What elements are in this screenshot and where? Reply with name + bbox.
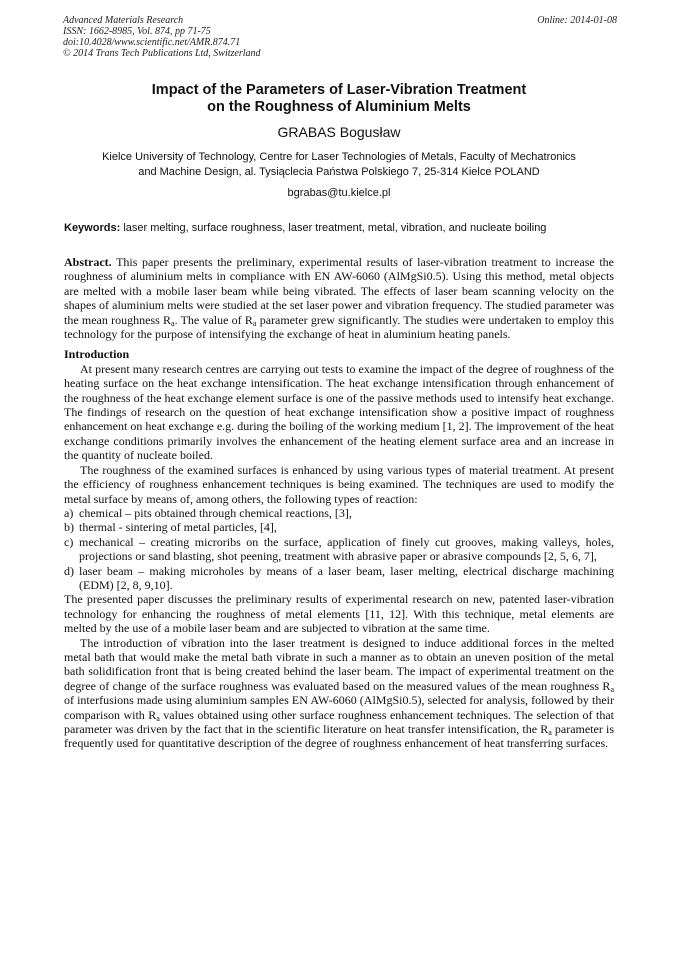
list-item xyxy=(64,564,614,593)
list-item xyxy=(64,535,614,564)
list-item-text: laser beam – making microholes by means of a laser beam, laser melting, electrical discharge machining (EDM) [2, 8, 9,10]. xyxy=(79,563,614,592)
subscript-a: a xyxy=(156,713,160,723)
title-line-1: Impact of the Parameters of Laser-Vibration Treatment xyxy=(151,82,527,98)
subscript-a: a xyxy=(548,728,552,737)
journal-name: Advanced Materials Research xyxy=(63,15,184,26)
para4-text-3: values obtained using other surface roughness enhancement techniques. The selection of that parameter was driven by the fact that in the scientific literature on heat transfer intensification, the R xyxy=(64,707,614,736)
paper-title xyxy=(40,82,638,116)
journal-header xyxy=(63,15,617,59)
subscript-a: a xyxy=(171,318,175,328)
subscript-a: a xyxy=(252,318,257,328)
journal-doi: doi:10.4028/www.scientific.net/AMR.874.71 xyxy=(63,37,241,48)
keywords-label: Keywords: xyxy=(64,222,121,234)
reaction-types-list xyxy=(64,506,614,592)
list-item-label: b) xyxy=(64,520,74,535)
list-item-text: thermal - sintering of metal particles, [4], xyxy=(79,520,277,535)
intro-paragraph-2: The roughness of the examined surfaces is enhanced by using various types of material treatment. At present the efficiency of roughness enhancement techniques is being examined. The techniques are used to modify the metal surface by means of, among others, the following types of reaction: xyxy=(64,462,614,506)
para4-text-1: The introduction of vibration into the laser treatment is designed to induce additional forces in the melted metal bath that would make the metal bath vibrate in such a manner as to obtain an uneven position of the metal bath solidification front that is being created behind the laser beam. The impact of experimental treatment on the degree of change of the surface roughness was evaluated based on the measured values of the mean roughness R xyxy=(64,635,614,693)
keywords-text: laser melting, surface roughness, laser treatment, metal, vibration, and nucleate boiling xyxy=(123,222,547,234)
author-name: GRABAS Bogusław xyxy=(277,124,401,140)
para4-text-4: parameter is frequently used for quantitative description of the degree of roughness enhancement of heat transferring surfaces. xyxy=(64,722,614,751)
para4-text-2: of interfusions made using aluminium samples EN AW-6060 (AlMgSi0.5), selected for analysis, followed by their comparison with R xyxy=(64,693,614,722)
intro-paragraph-1: At present many research centres are carrying out tests to examine the impact of the degree of roughness of the heating surface on the heat exchange intensification. The heat exchange intensification through enhancement of the roughness of the heat exchange element surface is one of the passive methods used to intensify heat exchange. The findings of research on the question of heat exchange intensification show a positive impact of roughness enhancement on heat exchange e.g. during the boiling of the working medium [1, 2]. The improvement of the heat exchange conditions primarily involves the enhancement of the heating element surface area and an increase in the quantity of nucleate boiled. xyxy=(64,361,614,463)
list-item-text: mechanical – creating microribs on the surface, application of finely cut grooves, making valleys, holes, projections or sand blasting, shot peening, treatment with abrasive paper or abrasive compounds [2, 5, 6, 7], xyxy=(79,534,614,564)
online-date: Online: 2014-01-08 xyxy=(537,15,617,26)
abstract-text-1: This paper presents the preliminary, experimental results of laser-vibration treatment to increase the roughness of aluminium melts in compliance with EN AW-6060 (AlMgSi0.5). Using this method, metal objects are melted with a mobile laser beam while being vibrated. The effects of laser beam scanning velocity on the shapes of aluminium melts were studied at the set laser power and vibration frequency. The studied parameter was the mean roughness R xyxy=(64,255,614,327)
paper-body xyxy=(64,255,614,751)
list-item xyxy=(64,506,614,520)
abstract-label: Abstract. xyxy=(64,255,112,269)
abstract-text-2: . The value of R xyxy=(174,312,253,327)
list-item-text: chemical – pits obtained through chemical reactions, [3], xyxy=(79,505,352,520)
list-item-label: d) xyxy=(64,563,74,578)
title-line-2: on the Roughness of Aluminium Melts xyxy=(207,99,471,115)
introduction-heading: Introduction xyxy=(64,347,130,362)
intro-paragraph-3: The presented paper discusses the preliminary results of experimental research on new, patented laser-vibration technology for enhancing the roughness of metal elements [11, 12]. With this technique, metal elements are melted by the use of a mobile laser beam and are subjected to vibration at the same time. xyxy=(64,592,614,636)
journal-issn: ISSN: 1662-8985, Vol. 874, pp 71-75 xyxy=(63,26,211,37)
list-item xyxy=(64,520,614,534)
affiliation-line-2: and Machine Design, al. Tysiąclecia Państwa Polskiego 7, 25-314 Kielce POLAND xyxy=(138,166,540,178)
abstract-text-3: parameter grew significantly. The studies were undertaken to employ this technology for the purpose of intensifying the exchange of heat in aluminium heating panels. xyxy=(64,312,614,342)
list-item-label: a) xyxy=(64,505,74,520)
keywords xyxy=(64,222,614,236)
list-item-label: c) xyxy=(64,534,74,549)
affiliation xyxy=(52,150,626,180)
journal-copyright: © 2014 Trans Tech Publications Ltd, Switzerland xyxy=(63,48,261,59)
intro-paragraph-4 xyxy=(64,636,614,751)
subscript-a: a xyxy=(610,684,614,694)
author-email: bgrabas@tu.kielce.pl xyxy=(287,187,391,199)
abstract xyxy=(64,255,614,341)
affiliation-line-1: Kielce University of Technology, Centre for Laser Technologies of Metals, Faculty of Mechatronics xyxy=(102,151,576,163)
